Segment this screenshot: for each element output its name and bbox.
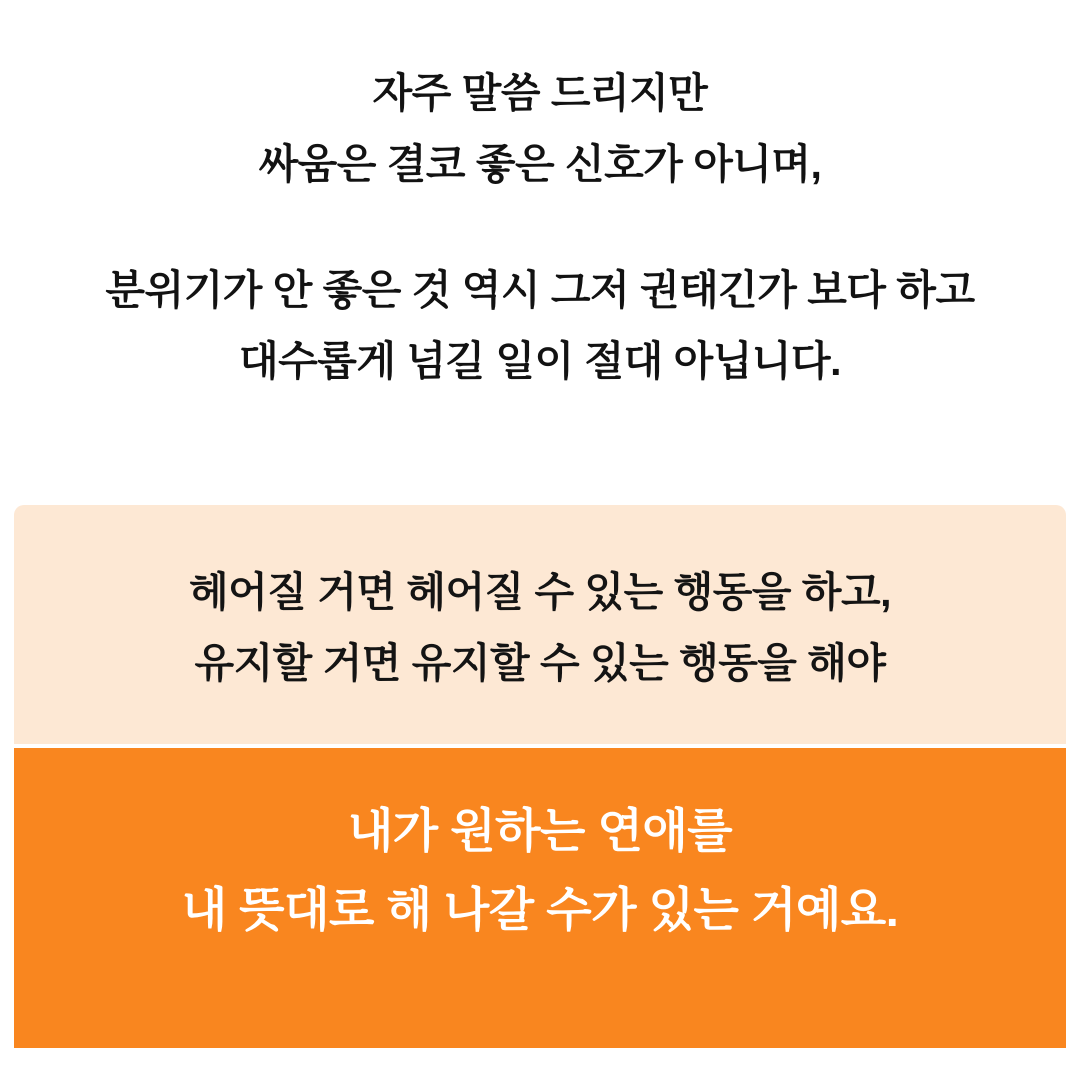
intro-line-1: 자주 말씀 드리지만 (372, 70, 708, 116)
intro-text-block (0, 0, 1080, 396)
highlight-text-block (14, 505, 1066, 744)
highlight-line-2: 유지할 거면 유지할 수 있는 행동을 해야 (194, 639, 886, 686)
accent-line-1: 내가 원하는 연애를 (347, 804, 733, 857)
intro-line-2: 싸움은 결코 좋은 신호가 아니며, (258, 140, 822, 187)
intro-line-3: 분위기가 안 좋은 것 역시 그저 권태긴가 보다 하고 (105, 267, 975, 314)
accent-line-2: 내 뜻대로 해 나갈 수가 있는 거예요. (181, 882, 899, 936)
paragraph-spacer (30, 199, 1050, 255)
intro-line-4: 대수롭게 넘길 일이 절대 아닙니다. (239, 337, 841, 384)
highlight-line-1: 헤어질 거면 헤어질 수 있는 행동을 하고, (189, 569, 891, 615)
accent-text-block (14, 748, 1066, 1048)
